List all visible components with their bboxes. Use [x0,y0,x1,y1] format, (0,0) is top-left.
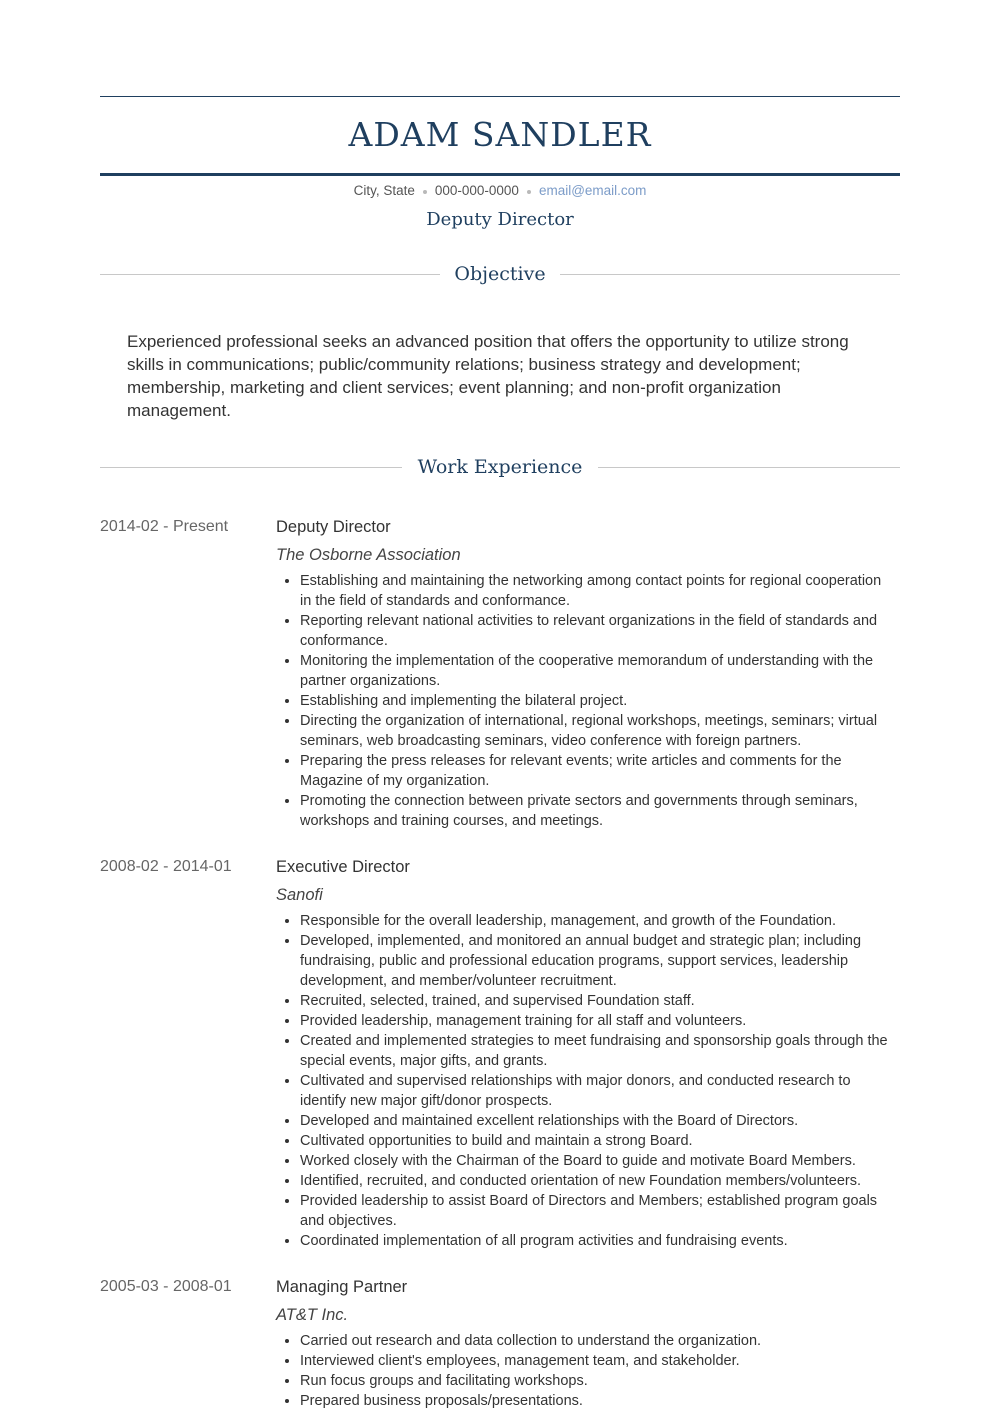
objective-section-heading [100,259,900,289]
work-section-heading [100,452,900,482]
section-title: Objective [454,263,546,285]
duty-item: • Reporting relevant national activities to relevant organizations in the field of standards and conformance. [300,611,896,651]
company-name: The Osborne Association [276,546,461,564]
duty-item: • Worked closely with the Chairman of the Board to guide and motivate Board Members. [300,1151,896,1171]
duty-item: • Promoting the connection between private sectors and governments through seminars, workshops and training courses, and meetings. [300,791,896,831]
objective-text: Experienced professional seeks an advanced position that offers the opportunity to utilize strong skills in communications; public/community relations; business strategy and development; membership, marketing and client services; event planning; and non-profit organization management. [127,332,849,420]
section-title: Work Experience [417,456,583,478]
duty-item: • Responsible for the overall leadership, management, and growth of the Foundation. [300,911,896,931]
location-text: City, State [353,183,415,198]
header-bottom-rule [100,173,900,176]
duty-item: • Recruited, selected, trained, and supervised Foundation staff. [300,991,896,1011]
job-body [276,856,896,1251]
contact-line [100,182,900,200]
job-dates: 2014-02 - Present [100,518,229,535]
job-body [276,516,896,831]
duty-item: • Provided leadership to assist Board of Directors and Members; established program goals and objectives. [300,1191,896,1231]
duty-item: • Developed and maintained excellent relationships with the Board of Directors. [300,1111,896,1131]
phone-text: 000-000-0000 [434,183,519,198]
duty-item: • Provided leadership, management training for all staff and volunteers. [300,1011,896,1031]
job-dates: 2005-03 - 2008-01 [100,1278,232,1295]
duty-item: • Directing the organization of international, regional workshops, meetings, seminars; virtual seminars, web broadcasting seminars, video conference with foreign partners. [300,711,896,751]
job-title: Managing Partner [276,1278,408,1296]
duty-item: • Coordinated implementation of all program activities and fundraising events. [300,1231,896,1251]
duty-item: • Identified, recruited, and conducted orientation of new Foundation members/volunteers. [300,1171,896,1191]
duty-item: • Monitoring the implementation of the cooperative memorandum of understanding with the partner organizations. [300,651,896,691]
company-name: Sanofi [276,886,323,904]
duty-item: • Run focus groups and facilitating workshops. [300,1371,896,1391]
job-headline: Deputy Director [426,209,574,230]
duty-item: • Establishing and implementing the bilateral project. [300,691,896,711]
job-duties [276,911,896,1251]
candidate-name: ADAM SANDLER [348,115,652,154]
duty-item: • Cultivated opportunities to build and maintain a strong Board. [300,1131,896,1151]
email-link[interactable]: email@email.com [538,183,647,198]
job-body [276,1276,896,1411]
duty-item: • Created and implemented strategies to meet fundraising and sponsorship goals through the special events, major gifts, and grants. [300,1031,896,1071]
job-title: Deputy Director [276,518,391,536]
duty-item: • Establishing and maintaining the networking among contact points for regional cooperation in the field of standards and conformance. [300,571,896,611]
job-duties [276,1331,896,1411]
job-dates: 2008-02 - 2014-01 [100,858,232,875]
separator-dot [423,190,427,194]
duty-item: • Preparing the press releases for relevant events; write articles and comments for the Magazine of my organization. [300,751,896,791]
job-duties [276,571,896,831]
job-title: Executive Director [276,858,410,876]
name-header [100,96,900,176]
duty-item: • Prepared business proposals/presentations. [300,1391,896,1411]
separator-dot [527,190,531,194]
duty-item: • Carried out research and data collection to understand the organization. [300,1331,896,1351]
duty-item: • Interviewed client's employees, management team, and stakeholder. [300,1351,896,1371]
duty-item: • Developed, implemented, and monitored an annual budget and strategic plan; including fundraising, public and professional education programs, support services, leadership development, and member/volunteer recruitment. [300,931,896,991]
company-name: AT&T Inc. [276,1306,349,1324]
duty-item: • Cultivated and supervised relationships with major donors, and conducted research to identify new major gift/donor prospects. [300,1071,896,1111]
